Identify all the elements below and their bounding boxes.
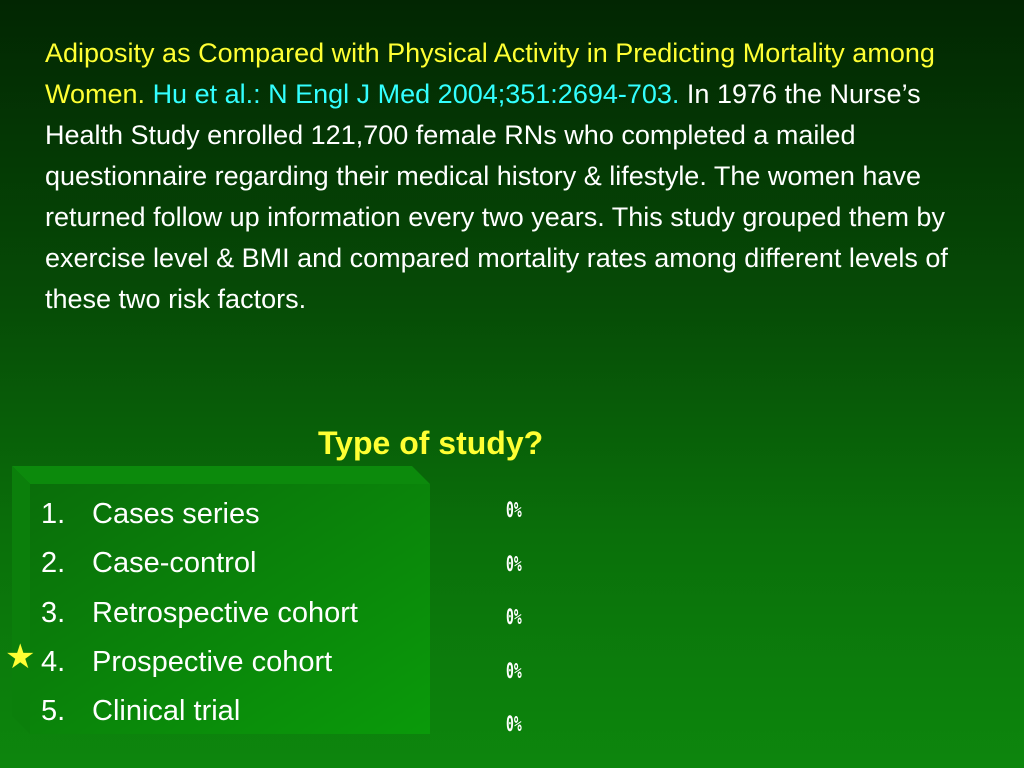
study-title: Adiposity as Compared with Physical Activity in Predicting Mortality among Women.	[45, 38, 935, 109]
option-label: Cases series	[92, 498, 260, 530]
answer-option-2[interactable]	[26, 541, 358, 590]
option-label: Case-control	[92, 547, 257, 580]
study-citation: Hu et al.: N Engl J Med 2004;351:2694-703.	[152, 79, 680, 109]
result-percent-1: 0%	[506, 498, 522, 522]
result-percent-2: 0%	[506, 551, 522, 576]
star-icon: ★	[5, 638, 36, 676]
option-label: Retrospective cohort	[92, 596, 358, 629]
result-percent-3: 0%	[506, 605, 522, 629]
study-description: In 1976 the Nurse’s Health Study enrolled 121,700 female RNs who completed a mailed questionnaire regarding their medical history & lifestyle. The women have returned follow up information every two years. This study grouped them by exercise level & BMI and compared mortality rates among different levels of these two risk factors.	[45, 79, 948, 314]
option-number: 4.	[41, 645, 66, 678]
answer-option-4[interactable]	[26, 640, 358, 689]
answer-options	[26, 492, 358, 738]
answer-option-5[interactable]	[26, 689, 358, 738]
intro-text	[45, 33, 975, 320]
result-percent-5: 0%	[506, 712, 522, 736]
option-number: 3.	[41, 596, 66, 629]
answer-option-1[interactable]	[26, 492, 358, 541]
result-percent-4: 0%	[506, 658, 522, 683]
option-number: 5.	[41, 695, 66, 728]
answer-option-3[interactable]	[26, 591, 358, 640]
response-percentages	[506, 490, 531, 758]
option-number: 1.	[41, 498, 66, 530]
panel-top-bevel	[12, 466, 430, 484]
option-number: 2.	[41, 547, 66, 580]
option-label: Clinical trial	[92, 695, 241, 728]
question-heading: Type of study?	[318, 425, 544, 461]
option-label: Prospective cohort	[92, 645, 333, 678]
